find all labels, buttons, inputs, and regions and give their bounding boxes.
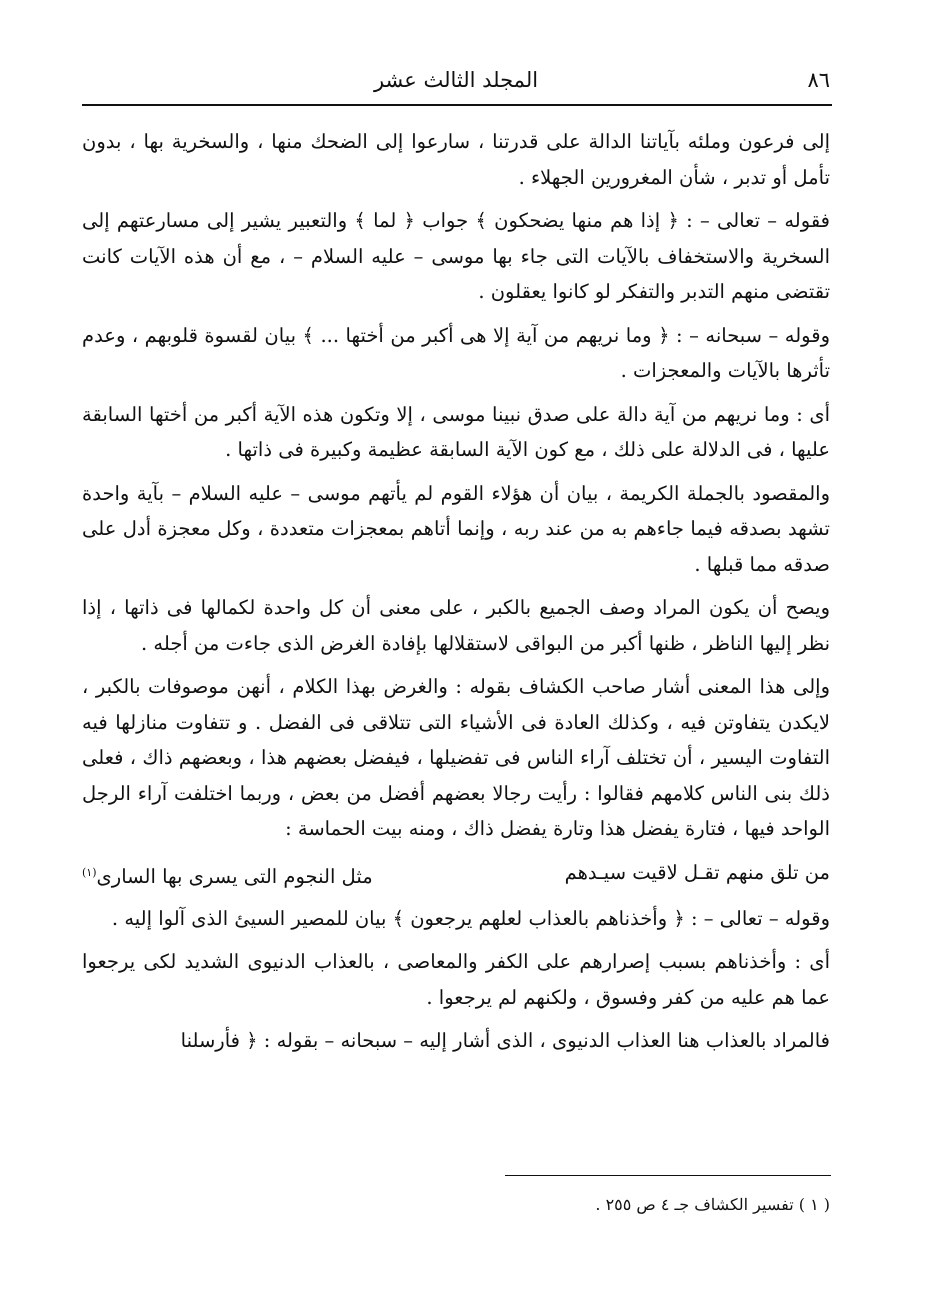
paragraph: إلى فرعون وملئه بآياتنا الدالة على قدرتنا ، سارعوا إلى الضحك منها ، والسخرية بها ، بدون تأمل أو تدبر ، شأن المغرورين الجهلاء .: [82, 130, 830, 189]
volume-title: المجلد الثالث عشر: [373, 68, 539, 92]
footnote: ( ١ ) تفسير الكشاف جـ ٤ ص ٢٥٥ .: [595, 1195, 830, 1214]
page-header: [82, 62, 830, 96]
footnote-rule: [505, 1175, 831, 1176]
paragraph: والمقصود بالجملة الكريمة ، بيان أن هؤلاء القوم لم يأتهم موسى – عليه السلام – بآية واحدة تشهد بصدقه فيما جاءهم به من عند ربه ، وإنما أتاهم بمعجزات متعددة ، وكل معجزة أدل على صدقه مما قبلها .: [82, 481, 830, 576]
main-text: [82, 124, 830, 1067]
poem-second-hemistich-text: مثل النجوم التى يسرى بها السارى: [96, 865, 373, 888]
paragraph: ويصح أن يكون المراد وصف الجميع بالكبر ، على معنى أن كل واحدة لكمالها فى ذاتها ، إذا نظر إليها الناظر ، ظنها أكبر من البواقى لاستقلالها بإفادة الغرض الذى جاءت من أجله .: [82, 596, 830, 655]
paragraph: أى : وأخذناهم بسبب إصرارهم على الكفر والمعاصى ، بالعذاب الدنيوى الشديد لكى يرجعوا عما هم عليه من كفر وفسوق ، ولكنهم لم يرجعوا .: [82, 950, 830, 1009]
header-rule: [82, 104, 832, 106]
poem-verse: [82, 855, 830, 895]
paragraph: فالمراد بالعذاب هنا العذاب الدنيوى ، الذى أشار إليه – سبحانه – بقوله : ﴿ فأرسلنا: [180, 1029, 830, 1052]
paragraph: وقوله – سبحانه – : ﴿ وما نريهم من آية إلا هى أكبر من أختها ... ﴾ بيان لقسوة قلوبهم ، وعدم تأثرها بالآيات والمعجزات .: [82, 323, 830, 382]
paragraph: أى : وما نريهم من آية دالة على صدق نبينا موسى ، إلا وتكون هذه الآية أكبر من أختها السابقة عليها ، فى الدلالة على ذلك ، مع كون الآية السابقة عظيمة وكبيرة فى ذاتها .: [82, 402, 830, 461]
paragraph: وقوله – تعالى – : ﴿ وأخذناهم بالعذاب لعلهم يرجعون ﴾ بيان للمصير السيئ الذى آلوا إليه .: [111, 906, 830, 930]
page-number: ٨٦: [807, 68, 830, 92]
poem-second-hemistich: [82, 855, 373, 895]
paragraph: فقوله – تعالى – : ﴿ إذا هم منها يضحكون ﴾ جواب ﴿ لما ﴾ والتعبير يشير إلى مسارعتهم إلى السخرية والاستخفاف بالآيات التى جاء بها موسى – عليه السلام – ، مع أن هذه الآيات كانت تقتضى منهم التدبر والتفكر لو كانوا يعقلون .: [82, 209, 830, 303]
footnote-marker[interactable]: (١): [82, 865, 97, 879]
paragraph: وإلى هذا المعنى أشار صاحب الكشاف بقوله : والغرض بهذا الكلام ، أنهن موصوفات بالكبر ، لايكدن يتفاوتن فيه ، وكذلك العادة فى الأشياء التى تتلاقى فى الفضل . و تتفاوت منازلها فيه التفاوت اليسير ، أن تختلف آراء الناس فى تفضيلها ، فيفضل بعضهم هذا ، وبعضهم ذاك ، فعلى ذلك بنى الناس كلامهم فقالوا : رأيت رجالا بعضهم أفضل من بعض ، وربما اختلفت آراء الرجل الواحد فيها ، فتارة يفضل هذا وتارة يفضل ذاك ، ومنه بيت الحماسة :: [82, 675, 830, 840]
poem-first-hemistich: من تلق منهم تقـل لاقيت سيـدهم: [564, 860, 830, 884]
